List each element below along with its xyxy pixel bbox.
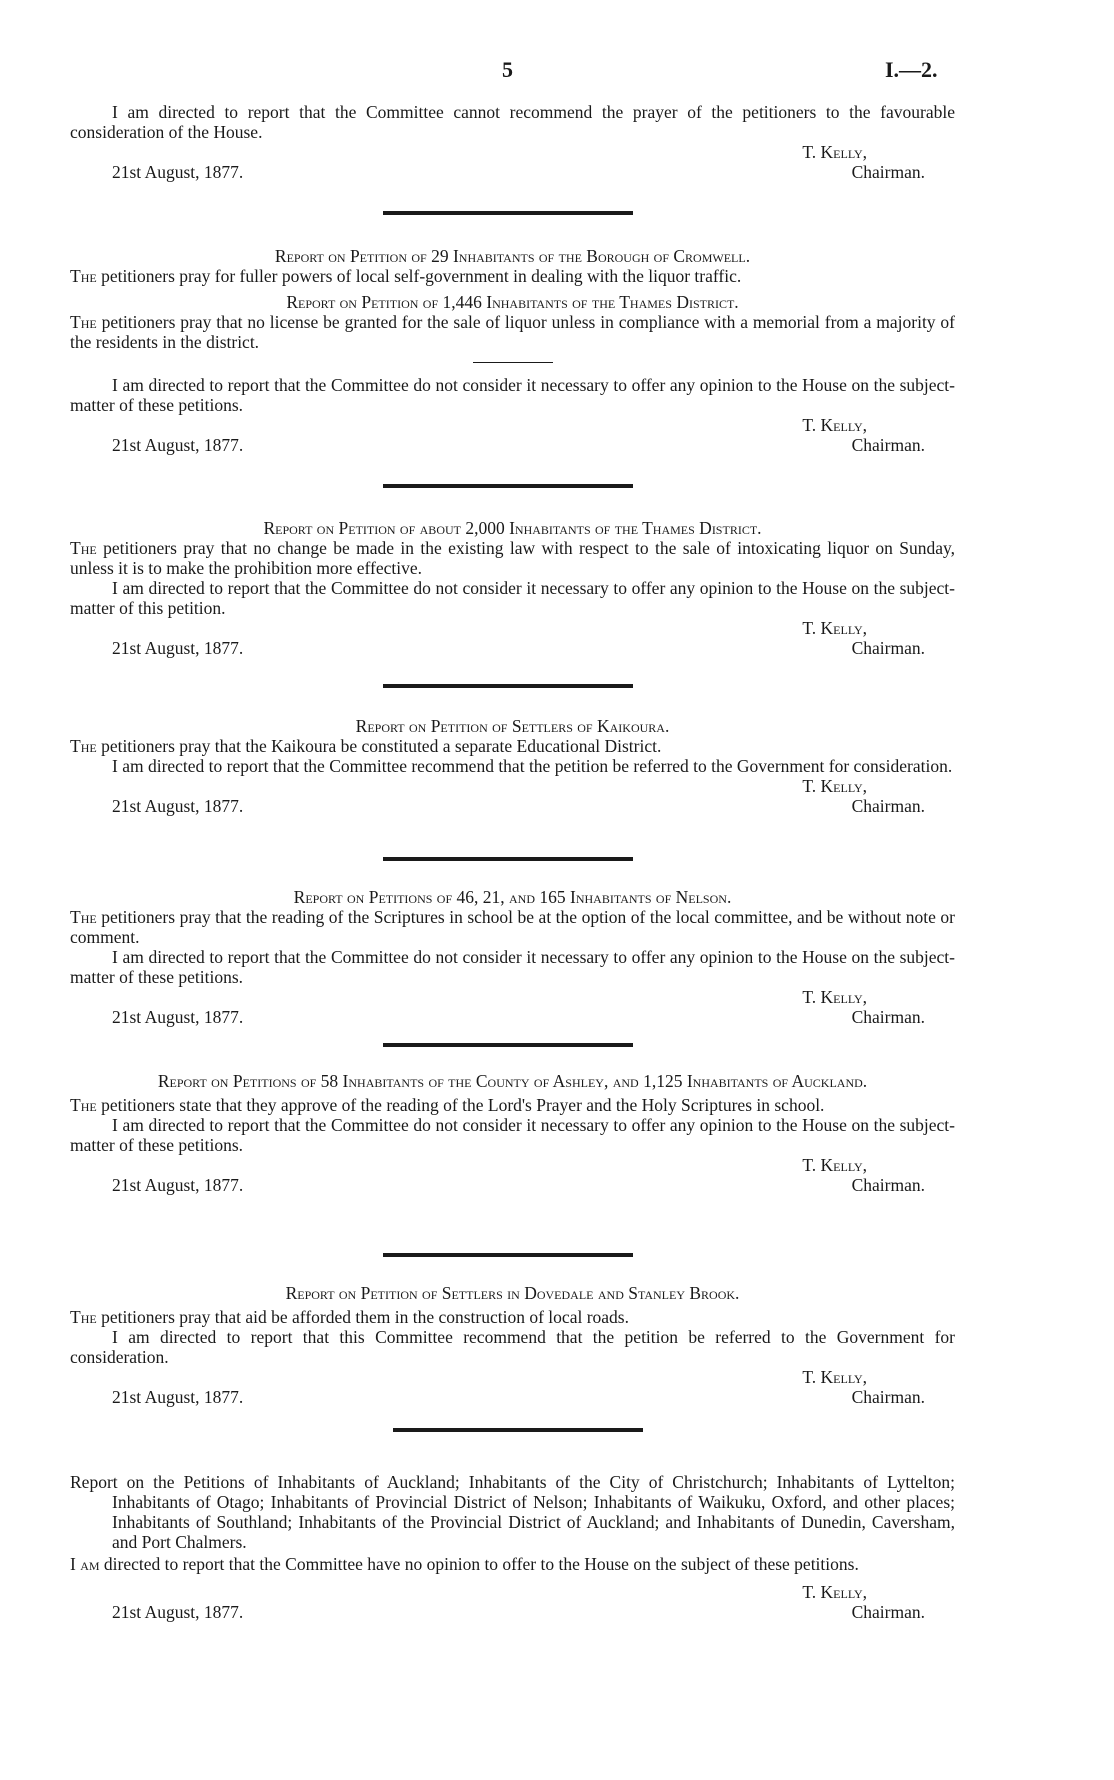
signatory-role: Chairman. [851,796,925,816]
signatory-role: Chairman. [851,1602,925,1622]
signature-block [70,1367,955,1409]
report-paragraph: I am directed to report that the Committee do not consider it necessary to offer any opinion to the House on the subject-matter of these petitions. [70,947,955,987]
section-nelson [70,887,955,1029]
short-divider [473,362,553,363]
signatory-role: Chairman. [851,1387,925,1407]
section-divider [383,211,633,215]
signature-block [70,1155,955,1197]
section-divider [383,1043,633,1047]
section-divider [383,857,633,861]
section-title: Report on Petition of Settlers of Kaikoura. [355,716,670,736]
petition-text: petitioners pray for fuller powers of local self-government in dealing with the liquor traffic. [101,266,742,286]
section-kaikoura [70,716,955,818]
report-paragraph [70,1554,955,1574]
section-divider [383,484,633,488]
section-ashley-auckland [70,1071,955,1197]
section-thames-sunday [70,518,955,660]
report-paragraph: I am directed to report that this Committee recommend that the petition be referred to the Government for consideration. [70,1327,955,1367]
report-date: 21st August, 1877. [112,162,244,182]
signatory-name: T. Kelly, [802,776,867,796]
petition-text: petitioners pray that no license be granted for the sale of liquor unless in compliance with a memorial from a majority of the residents in the district. [70,312,955,352]
signatory-role: Chairman. [851,1175,925,1195]
page-header [0,57,1114,86]
report-date: 21st August, 1877. [112,1602,244,1622]
section-dovedale-stanley-brook [70,1283,955,1409]
paragraph-lead: The [70,266,97,286]
report-paragraph: I am directed to report that the Committee do not consider it necessary to offer any opinion to the House on the subject-matter of these petitions. [70,375,955,415]
signature-block [70,618,955,660]
section-title: Report on Petition of Settlers in Dovedale and Stanley Brook. [285,1283,740,1303]
petition-summary [70,736,955,756]
paragraph-lead: The [70,1307,97,1327]
section-title: Report on Petition of about 2,000 Inhabitants of the Thames District. [263,518,762,538]
section-divider [383,1253,633,1257]
petition-summary [70,312,955,352]
petition-summary [70,1307,955,1327]
petition-text: petitioners pray that the reading of the Scriptures in school be at the option of the local committee, and be without note or comment. [70,907,956,947]
section-title: Report on Petition of 1,446 Inhabitants of the Thames District. [286,292,739,312]
signatory-role: Chairman. [851,638,925,658]
signature-block [70,142,955,184]
section-various-inhabitants [70,1472,955,1624]
report-date: 21st August, 1877. [112,638,244,658]
signature-block [70,415,955,457]
paragraph-lead: The [70,538,97,558]
signature-block [70,987,955,1029]
signatory-name: T. Kelly, [802,1155,867,1175]
paragraph-lead: The [70,736,97,756]
petition-text: petitioners pray that aid be afforded them in the construction of local roads. [101,1307,629,1327]
signatory-name: T. Kelly, [802,1367,867,1387]
paragraph-lead: The [70,907,97,927]
petition-summary [70,907,955,947]
report-paragraph: I am directed to report that the Committee do not consider it necessary to offer any opinion to the House on the subject-matter of these petitions. [70,1115,955,1155]
signature-block [70,1582,955,1624]
section-title-paragraph: Report on the Petitions of Inhabitants of Auckland; Inhabitants of the City of Christchurch; Inhabitants of Lyttelton; Inhabitants of Otago; Inhabitants of Provincial District of Nelson; Inhabitants of Waikuku, Oxford, and other places; Inhabitants of Southland; Inhabitants of the Provincial District of Auckland; and Inhabitants of Dunedin, Caversham, and Port Chalmers. [70,1472,955,1552]
section-title: Report on Petition of 29 Inhabitants of the Borough of Cromwell. [274,246,751,266]
petition-summary [70,1095,955,1115]
page-number: 5 [502,57,513,82]
report-date: 21st August, 1877. [112,1007,244,1027]
document-reference: I.—2. [885,57,938,82]
report-date: 21st August, 1877. [112,796,244,816]
signatory-name: T. Kelly, [802,142,867,162]
paragraph-lead: The [70,1095,97,1115]
signatory-name: T. Kelly, [802,415,867,435]
section-divider [393,1428,643,1432]
petition-summary [70,266,955,286]
petition-summary [70,538,955,578]
signature-block [70,776,955,818]
petition-text: petitioners pray that no change be made in the existing law with respect to the sale of intoxicating liquor on Sunday, unless it is to make the prohibition more effective. [70,538,956,578]
paragraph-lead: The [70,312,97,332]
section-title: Report on Petitions of 58 Inhabitants of the County of Ashley, and 1,125 Inhabitants of Auckland. [157,1071,868,1091]
signatory-name: T. Kelly, [802,618,867,638]
report-paragraph: I am directed to report that the Committee recommend that the petition be referred to the Government for consideration. [112,756,953,776]
signatory-name: T. Kelly, [802,1582,867,1602]
report-date: 21st August, 1877. [112,1175,244,1195]
section-cromwell-thames [70,246,955,457]
signatory-name: T. Kelly, [802,987,867,1007]
signatory-role: Chairman. [851,435,925,455]
section-divider [383,684,633,688]
paragraph-lead: I am [70,1554,100,1574]
section-committee-cannot-recommend [70,102,955,184]
section-title: Report on Petitions of 46, 21, and 165 Inhabitants of Nelson. [293,887,732,907]
petition-text: petitioners pray that the Kaikoura be constituted a separate Educational District. [101,736,662,756]
report-paragraph: I am directed to report that the Committee cannot recommend the prayer of the petitioners to the favourable consideration of the House. [70,102,955,142]
signatory-role: Chairman. [851,1007,925,1027]
report-text: directed to report that the Committee have no opinion to offer to the House on the subject of these petitions. [103,1554,859,1574]
report-paragraph: I am directed to report that the Committee do not consider it necessary to offer any opinion to the House on the subject-matter of this petition. [70,578,955,618]
report-date: 21st August, 1877. [112,435,244,455]
signatory-role: Chairman. [851,162,925,182]
petition-text: petitioners state that they approve of the reading of the Lord's Prayer and the Holy Scriptures in school. [101,1095,825,1115]
report-date: 21st August, 1877. [112,1387,244,1407]
